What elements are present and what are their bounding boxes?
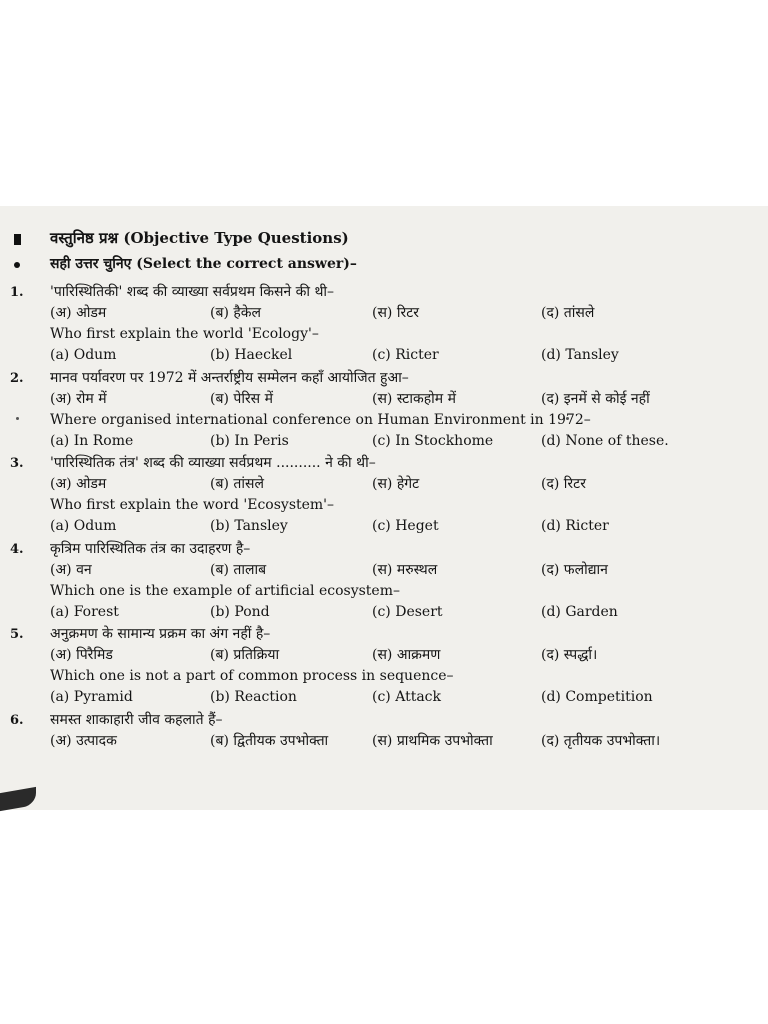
hindi-option: (ब) हैकेल <box>210 305 262 321</box>
question-hindi-line <box>0 282 768 303</box>
instruction-line <box>0 254 768 282</box>
english-option: (a) Forest <box>50 603 119 620</box>
hindi-option: (स) स्टाकहोम में <box>372 390 456 407</box>
square-bullet-icon <box>14 234 21 245</box>
english-option: (b) Pond <box>210 603 270 620</box>
hindi-option: (द) फलोद्यान <box>541 561 608 578</box>
question-hindi-line <box>0 539 768 560</box>
hindi-option: (द) इनमें से कोई नहीं <box>541 390 650 407</box>
question-english-line <box>0 581 768 602</box>
hindi-options-row <box>0 731 768 752</box>
english-options-row <box>0 431 768 452</box>
english-option: (b) Tansley <box>210 518 288 534</box>
english-option: (c) Attack <box>372 689 442 705</box>
question-number: 5. <box>10 627 24 642</box>
question-list <box>0 282 768 752</box>
english-option: (a) Pyramid <box>50 689 133 705</box>
hindi-options-row <box>0 645 768 666</box>
question-hindi-line <box>0 453 768 474</box>
question-english-text: Where organised international conference on Human Environment in 1972– <box>50 411 591 428</box>
hindi-option: (द) तांसले <box>541 305 595 321</box>
english-options-row <box>0 602 768 623</box>
question-item <box>0 710 768 752</box>
question-english-line <box>0 324 768 345</box>
hindi-option: (अ) पिरैमिड <box>50 647 113 663</box>
hindi-option: (अ) ओडम <box>50 305 107 321</box>
hindi-option: (अ) रोम में <box>50 390 107 407</box>
question-number: 1. <box>10 285 24 300</box>
english-option: (d) Competition <box>541 689 653 705</box>
english-option: (a) In Rome <box>50 432 134 449</box>
question-item <box>0 539 768 623</box>
english-option: (d) None of these. <box>541 432 669 449</box>
question-item <box>0 368 768 452</box>
question-english-text: Which one is the example of artificial ecosystem– <box>50 582 400 599</box>
question-number: 2. <box>10 370 24 386</box>
hindi-options-row <box>0 389 768 410</box>
question-hindi-line <box>0 624 768 645</box>
question-english-line <box>0 410 768 431</box>
question-hindi-text: कृत्रिम पारिस्थितिक तंत्र का उदाहरण है– <box>50 540 251 557</box>
english-option: (c) Ricter <box>372 347 439 363</box>
english-options-row <box>0 345 768 366</box>
english-option: (a) Odum <box>50 347 117 363</box>
hindi-option: (स) प्राथमिक उपभोक्ता <box>372 732 493 749</box>
english-option: (c) In Stockhome <box>372 432 494 449</box>
question-english-line <box>0 666 768 687</box>
hindi-option: (स) मरुस्थल <box>372 561 438 578</box>
question-hindi-text: अनुक्रमण के सामान्य प्रक्रम का अंग नहीं है– <box>50 626 271 642</box>
hindi-option: (ब) तांसले <box>210 476 264 492</box>
hindi-option: (स) रिटर <box>372 305 419 321</box>
hindi-options-row <box>0 303 768 324</box>
question-number: 3. <box>10 456 24 471</box>
question-hindi-text: समस्त शाकाहारी जीव कहलाते हैं– <box>50 711 223 728</box>
english-option: (d) Ricter <box>541 518 609 534</box>
hindi-options-row <box>0 560 768 581</box>
english-option: (c) Desert <box>372 603 443 620</box>
english-option: (b) Haeckel <box>210 347 293 363</box>
hindi-option: (ब) प्रतिक्रिया <box>210 647 280 663</box>
question-number: 6. <box>10 712 24 728</box>
hindi-option: (अ) ओडम <box>50 476 107 492</box>
section-title: वस्तुनिष्ठ प्रश्न (Objective Type Questions) <box>50 229 349 247</box>
english-options-row <box>0 516 768 537</box>
question-number: 4. <box>10 541 24 557</box>
question-hindi-text: मानव पर्यावरण पर 1972 में अन्तर्राष्ट्रीय सम्मेलन कहाँ आयोजित हुआ– <box>50 369 409 386</box>
instruction-text: सही उत्तर चुनिए (Select the correct answer)– <box>50 256 357 272</box>
hindi-option: (स) हेगेट <box>372 476 420 492</box>
english-option: (b) In Peris <box>210 432 289 449</box>
english-options-row <box>0 687 768 708</box>
hindi-option: (द) स्पर्द्धा। <box>541 647 598 663</box>
hindi-option: (स) आक्रमण <box>372 647 441 663</box>
question-section <box>0 228 768 753</box>
question-english-line <box>0 495 768 516</box>
question-english-text: Who first explain the world 'Ecology'– <box>50 326 319 342</box>
section-heading <box>0 228 768 254</box>
english-option: (a) Odum <box>50 518 117 534</box>
hindi-option: (अ) उत्पादक <box>50 732 117 749</box>
english-option: (d) Tansley <box>541 347 619 363</box>
round-bullet-icon <box>14 262 20 268</box>
question-hindi-text: 'पारिस्थितिकी' शब्द की व्याख्या सर्वप्रथम किसने की थी– <box>50 284 335 300</box>
question-hindi-line <box>0 710 768 731</box>
question-english-text: Who first explain the word 'Ecosystem'– <box>50 497 335 513</box>
hindi-option: (द) तृतीयक उपभोक्ता। <box>541 732 661 749</box>
question-item <box>0 453 768 537</box>
question-english-text: Which one is not a part of common process in sequence– <box>50 668 454 684</box>
english-option: (d) Garden <box>541 603 618 620</box>
english-option: (c) Heget <box>372 518 439 534</box>
hindi-option: (ब) पेरिस में <box>210 390 273 407</box>
question-item <box>0 282 768 366</box>
question-hindi-text: 'पारिस्थितिक तंत्र' शब्द की व्याख्या सर्वप्रथम .......... ने की थी– <box>50 455 376 471</box>
hindi-option: (ब) तालाब <box>210 561 267 578</box>
hindi-option: (अ) वन <box>50 561 92 578</box>
hindi-options-row <box>0 474 768 495</box>
question-hindi-line <box>0 368 768 389</box>
hindi-option: (द) रिटर <box>541 476 586 492</box>
question-item <box>0 624 768 708</box>
hindi-option: (ब) द्वितीयक उपभोक्ता <box>210 732 329 749</box>
english-option: (b) Reaction <box>210 689 297 705</box>
